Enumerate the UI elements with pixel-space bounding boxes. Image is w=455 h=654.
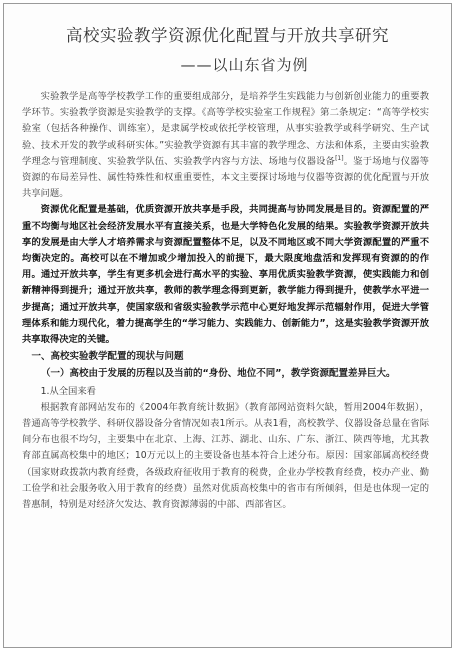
section-heading-3: 1.从全国来看 <box>40 385 96 397</box>
document-page <box>3 3 452 648</box>
citation-ref: [1] <box>335 154 344 162</box>
intro-paragraph-2: 资源优化配置是基础，优质资源开放共享是手段，共同提高与协同发展是目的。资源配置的严重不均衡与地区社会经济发展水平有直接关系，也是大学特色化发展的结果。实验教学资源开放共享的发展是由大学人才培养需求与资源配置整体不足，以及不同地区或不同大学资源配置的严重不均衡决定的。高校可以在不增加或少增加投入的前提下，最大限度地盘活和发挥现有资源的的作用。通过开放共享，学生有更多机会进行高水平的实验、享用优质实验教学资源，使实践能力和创新精神得到提升；通过开放共享，教师的教学理念得到更新，教学能力得到提升，使教学水平进一步提高；通过开放共享，使国家级和省级实验教学示范中心更好地发挥示范辐射作用，促进大学管理体系和能力现代化，着力提高学生的“学习能力、实践能力、创新能力”，这是实验教学资源开放共享取得决定的关键。 <box>22 204 429 346</box>
section-heading-2: （一）高校由于发展的历程以及当前的“身份、地位不同”，教学资源配置差异巨大。 <box>41 368 396 380</box>
body-paragraph-3: 根据教育部网站发布的《2004年教育统计数据》（教育部网站资料欠缺，暂用2004年数据），普通高等学校教学、科研仪器设备分省情况如表1所示。从表1看，高校教学、仪器设备总量在省际间分布也很不均匀，主要集中在北京、上海、江苏、湖北、山东、广东、浙江、陕西等地，尤其教育部直属高校集中的地区；10万元以上的主要设备也基本符合上述分布。原因：国家部属高校经费（国家财政拨款内教育经费，各级政府征收用于教育的税费，企业办学校教育经费，校办产业、勤工俭学和社会服务收入用于教育的经费）虽然对优质高校集中的省市有所倾斜，但是也体现一定的普惠制，特别是对经济欠发达、教育资源薄弱的中部、西部省区。 <box>22 401 429 511</box>
intro-paragraph-1-part-a: 实验教学是高等学校教学工作的重要组成部分，是培养学生实践能力与创新创业能力的重要教学环节。实验教学资源是实验教学的支撑。《高等学校实验室工作规程》第二条规定：“高等学校实验室（包括各种操作、训练室），是隶属学校或依托学校管理，从事实验教学或科学研究、生产试验、技术开发的教学或科研实体。”实验教学资源有其丰富的教学理念、方法和体系，主要由实验教学理念与管理制度、实验教学队伍、实验教学内容与方法、场地与仪器设备 <box>22 91 429 167</box>
document-subtitle: ——以山东省为例 <box>180 56 309 74</box>
document-title: 高校实验教学资源优化配置与开放共享研究 <box>66 26 389 45</box>
intro-paragraph-1-part-b: 。鉴于场地与仪器等资源的布局差异性、属性特殊性和权重重要性，本文主要探讨场地与仪器等资源的优化配置与开放共享问题。 <box>22 155 429 200</box>
intro-paragraph-1 <box>22 89 429 202</box>
document-body <box>22 89 429 513</box>
section-heading-1: 一、高校实验教学配置的现状与问题 <box>31 351 184 363</box>
